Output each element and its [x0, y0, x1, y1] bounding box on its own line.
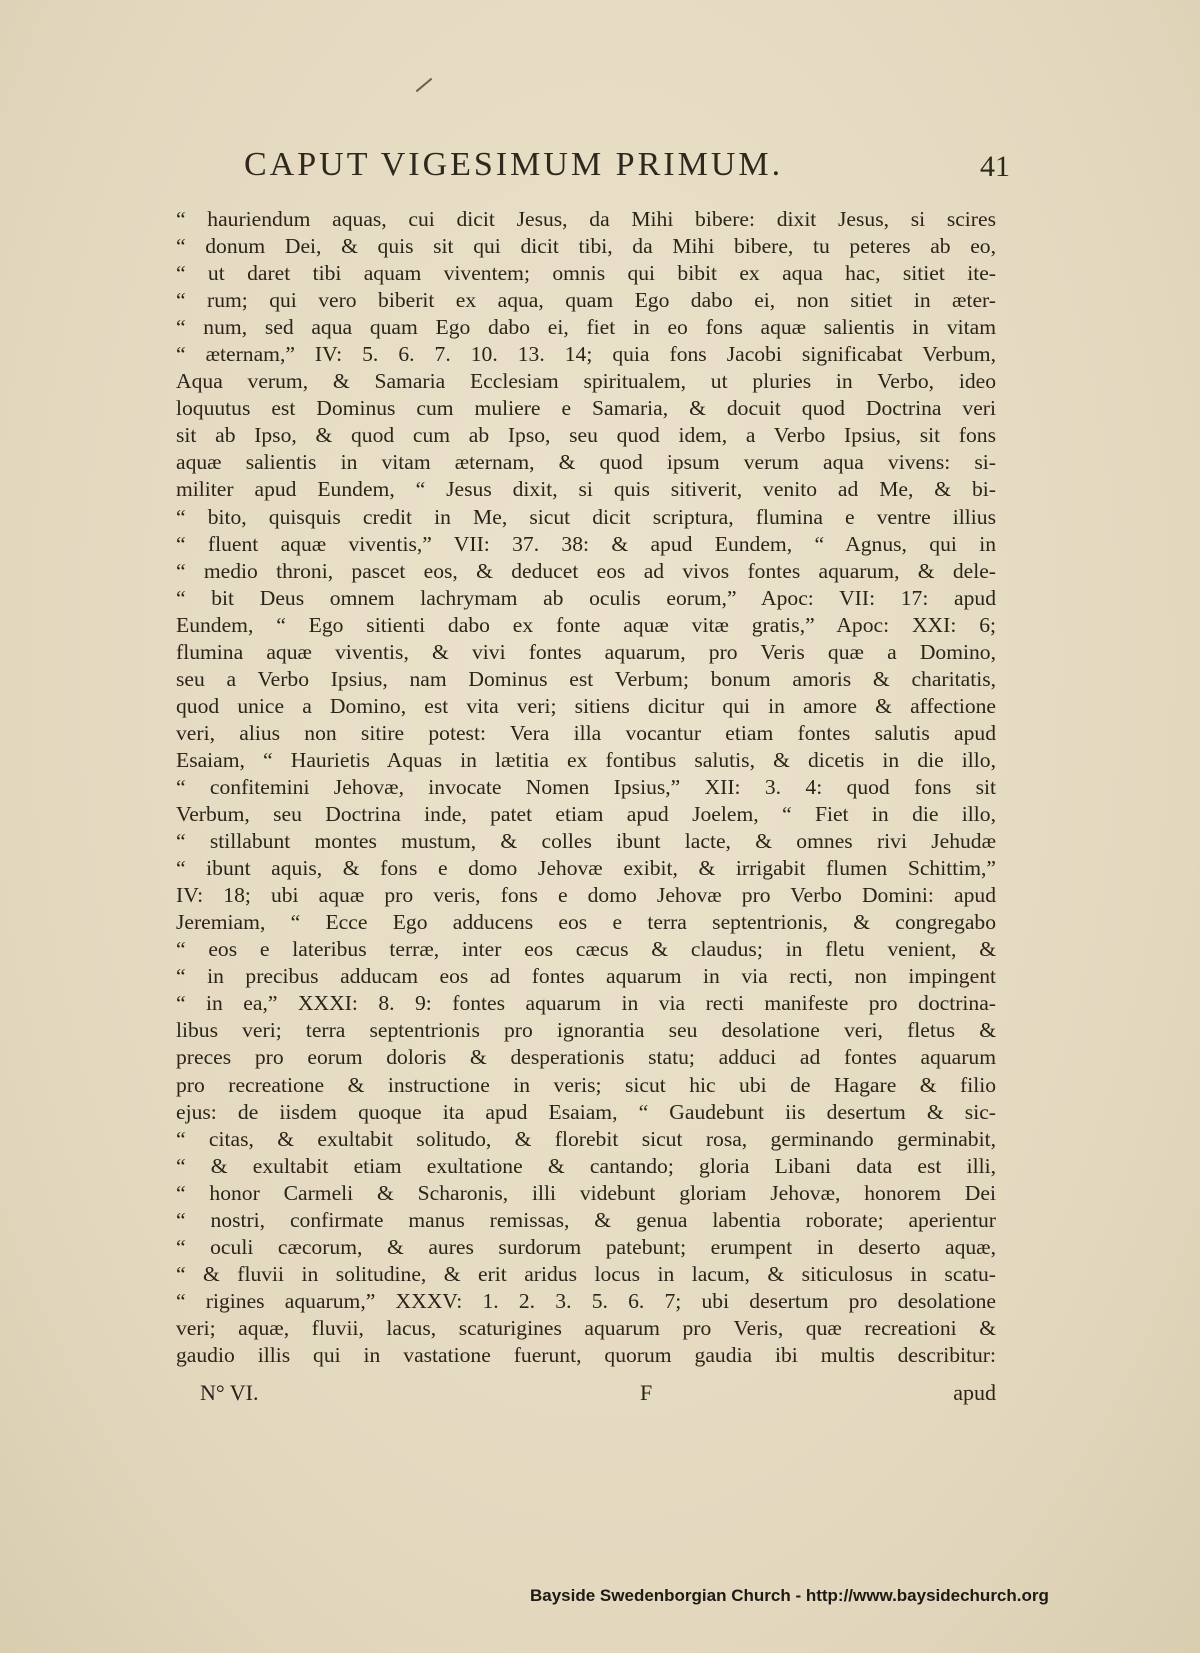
text-line: libus veri; terra septentrionis pro ignorantia seu desolatione veri, fletus & — [176, 1018, 996, 1043]
text-line: “ fluent aquæ viventis,” VII: 37. 38: & apud Eundem, “ Agnus, qui in — [176, 531, 996, 556]
text-line: sit ab Ipso, & quod cum ab Ipso, seu quod idem, a Verbo Ipsius, sit fons — [176, 423, 996, 448]
text-line: quod unice a Domino, est vita veri; sitiens dicitur qui in amore & affectione — [176, 693, 996, 718]
text-line: “ & exultabit etiam exultatione & cantando; gloria Libani data est illi, — [176, 1153, 996, 1178]
text-line: “ citas, & exultabit solitudo, & florebit sicut rosa, germinando germinabit, — [176, 1126, 996, 1151]
text-line: “ æternam,” IV: 5. 6. 7. 10. 13. 14; quia fons Jacobi significabat Verbum, — [176, 342, 996, 367]
text-line: pro recreatione & instructione in veris; sicut hic ubi de Hagare & filio — [176, 1072, 996, 1097]
text-line: “ honor Carmeli & Scharonis, illi videbunt gloriam Jehovæ, honorem Dei — [176, 1180, 996, 1205]
page-footer — [200, 1380, 996, 1410]
text-line: “ rigines aquarum,” XXXV: 1. 2. 3. 5. 6. 7; ubi desertum pro desolatione — [176, 1288, 996, 1313]
text-line: “ bito, quisquis credit in Me, sicut dicit scriptura, flumina e ventre illius — [176, 504, 996, 529]
text-line: militer apud Eundem, “ Jesus dixit, si quis sitiverit, venito ad Me, & bi- — [176, 477, 996, 502]
text-line: veri; aquæ, fluvii, lacus, scaturigines aquarum pro Veris, quæ recreationi & — [176, 1315, 996, 1340]
running-title: CAPUT VIGESIMUM PRIMUM. — [244, 146, 784, 183]
text-line: aquæ salientis in vitam æternam, & quod ipsum verum aqua vivens: si- — [176, 450, 996, 475]
text-line: “ bit Deus omnem lachrymam ab oculis eorum,” Apoc: VII: 17: apud — [176, 585, 996, 610]
text-line: “ stillabunt montes mustum, & colles ibunt lacte, & omnes rivi Jehudæ — [176, 829, 996, 854]
text-line: gaudio illis qui in vastatione fuerunt, quorum gaudia ibi multis describitur: — [176, 1342, 996, 1367]
text-line: “ medio throni, pascet eos, & deducet eos ad vivos fontes aquarum, & dele- — [176, 558, 996, 583]
text-line: veri, alius non sitire potest: Vera illa vocantur etiam fontes salutis apud — [176, 720, 996, 745]
body-text — [176, 206, 996, 1369]
page-number: 41 — [980, 150, 1010, 183]
text-line: flumina aquæ viventis, & vivi fontes aquarum, pro Veris quæ a Domino, — [176, 639, 996, 664]
text-line: “ eos e lateribus terræ, inter eos cæcus & claudus; in fletu venient, & — [176, 937, 996, 962]
text-line: loquutus est Dominus cum muliere e Samaria, & docuit quod Doctrina veri — [176, 396, 996, 421]
signature-mark: N° VI. — [200, 1380, 259, 1405]
text-line: Eundem, “ Ego sitienti dabo ex fonte aquæ vitæ gratis,” Apoc: XXI: 6; — [176, 612, 996, 637]
text-line: Aqua verum, & Samaria Ecclesiam spiritualem, ut pluries in Verbo, ideo — [176, 369, 996, 394]
text-line: “ ut daret tibi aquam viventem; omnis qui bibit ex aqua hac, sitiet ite- — [176, 261, 996, 286]
text-line: “ confitemini Jehovæ, invocate Nomen Ipsius,” XII: 3. 4: quod fons sit — [176, 774, 996, 799]
text-line: ejus: de iisdem quoque ita apud Esaiam, “ Gaudebunt iis desertum & sic- — [176, 1099, 996, 1124]
pen-mark — [416, 78, 433, 92]
text-line: “ donum Dei, & quis sit qui dicit tibi, da Mihi bibere, tu peteres ab eo, — [176, 234, 996, 259]
text-line: “ oculi cæcorum, & aures surdorum patebunt; erumpent in deserto aquæ, — [176, 1234, 996, 1259]
text-line: “ in precibus adducam eos ad fontes aquarum in via recti, non impingent — [176, 964, 996, 989]
text-line: “ ibunt aquis, & fons e domo Jehovæ exibit, & irrigabit flumen Schittim,” — [176, 856, 996, 881]
text-line: Verbum, seu Doctrina inde, patet etiam apud Joelem, “ Fiet in die illo, — [176, 802, 996, 827]
text-line: “ num, sed aqua quam Ego dabo ei, fiet in eo fons aquæ salientis in vitam — [176, 315, 996, 340]
text-line: Esaiam, “ Haurietis Aquas in lætitia ex fontibus salutis, & dicetis in die illo, — [176, 747, 996, 772]
text-line: seu a Verbo Ipsius, nam Dominus est Verbum; bonum amoris & charitatis, — [176, 666, 996, 691]
text-line: “ nostri, confirmate manus remissas, & genua labentia roborate; aperientur — [176, 1207, 996, 1232]
text-line: IV: 18; ubi aquæ pro veris, fons e domo Jehovæ pro Verbo Domini: apud — [176, 883, 996, 908]
text-line: “ rum; qui vero biberit ex aqua, quam Ego dabo ei, non sitiet in æter- — [176, 288, 996, 313]
text-line: “ & fluvii in solitudine, & erit aridus locus in lacum, & siticulosus in scatu- — [176, 1261, 996, 1286]
text-line: preces pro eorum doloris & desperationis statu; adduci ad fontes aquarum — [176, 1045, 996, 1070]
page-header — [244, 146, 1010, 190]
catchword: apud — [953, 1380, 996, 1405]
text-line: “ in ea,” XXXI: 8. 9: fontes aquarum in via recti manifeste pro doctrina- — [176, 991, 996, 1016]
watermark-text: Bayside Swedenborgian Church - http://www.baysidechurch.org — [530, 1586, 1049, 1605]
gathering-letter: F — [640, 1380, 653, 1405]
text-line: Jeremiam, “ Ecce Ego adducens eos e terra septentrionis, & congregabo — [176, 910, 996, 935]
text-line: “ hauriendum aquas, cui dicit Jesus, da Mihi bibere: dixit Jesus, si scires — [176, 207, 996, 231]
